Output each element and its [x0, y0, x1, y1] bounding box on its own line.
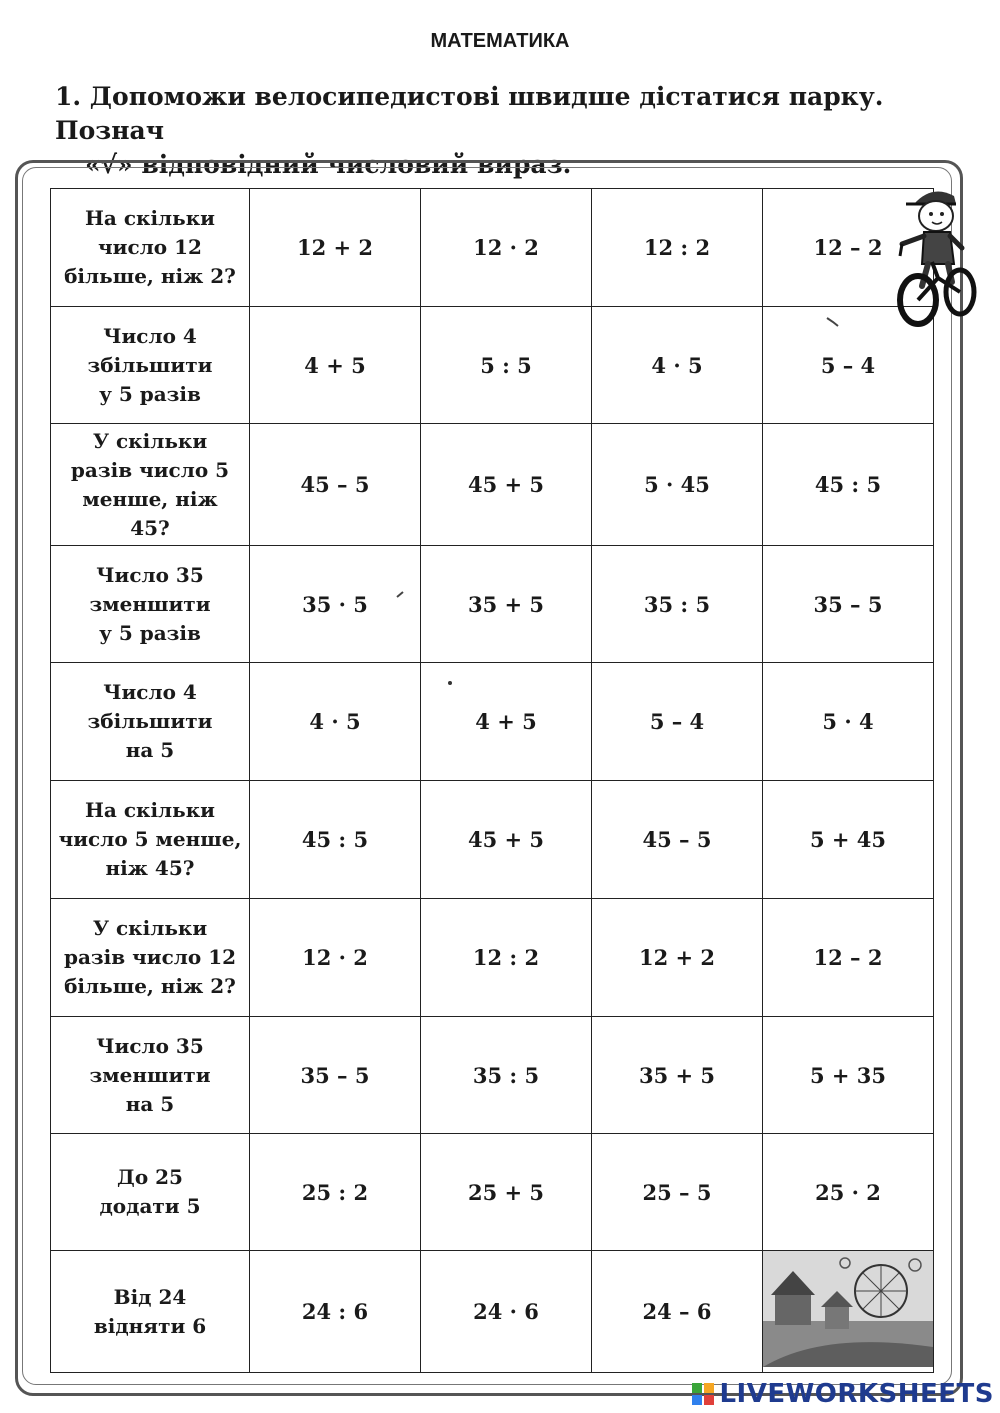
question-line: додати 5: [99, 1194, 201, 1218]
question-line: Число 35: [96, 562, 204, 587]
expression-option-cell[interactable]: 24 – 6: [592, 1251, 763, 1373]
expression-option-cell[interactable]: 5 · 45: [592, 424, 763, 546]
expression-option-cell[interactable]: 45 + 5: [421, 424, 592, 546]
expression-option-cell[interactable]: 35 – 5: [250, 1017, 421, 1134]
park-image-cell: [763, 1251, 934, 1373]
amusement-park-icon: [763, 1251, 933, 1367]
expression-option-cell[interactable]: 4 + 5: [250, 307, 421, 424]
footer-brand: [691, 1379, 994, 1409]
question-cell: [51, 189, 250, 307]
table-row: [51, 424, 934, 546]
question-line: разів число 12: [63, 945, 237, 969]
question-cell: [51, 424, 250, 546]
expression-option-cell[interactable]: 4 + 5: [421, 663, 592, 781]
question-line: До 25: [117, 1165, 183, 1189]
question-line: на 5: [125, 738, 175, 762]
expression-option-cell[interactable]: 12 + 2: [250, 189, 421, 307]
question-cell: [51, 1251, 250, 1373]
question-line: На скільки: [85, 206, 215, 230]
expression-option-cell[interactable]: 45 : 5: [250, 781, 421, 899]
question-line: Від 24: [113, 1284, 187, 1309]
question-line: зменшити: [89, 1062, 211, 1087]
expression-option-cell[interactable]: 5 : 5: [421, 307, 592, 424]
question-line: відняти 6: [93, 1313, 207, 1338]
expression-option-cell[interactable]: 45 + 5: [421, 781, 592, 899]
table-row: [51, 899, 934, 1017]
expression-option-cell[interactable]: 5 – 4: [763, 307, 934, 424]
expression-option-cell[interactable]: 12 : 2: [592, 189, 763, 307]
liveworksheets-logo-icon: [691, 1382, 715, 1406]
question-cell: [51, 781, 250, 899]
expression-option-cell[interactable]: 5 + 45: [763, 781, 934, 899]
question-line: у 5 разів: [99, 620, 201, 645]
question-line: більше, ніж 2?: [64, 264, 236, 288]
expression-option-cell[interactable]: 35 + 5: [421, 546, 592, 663]
question-line: На скільки: [85, 798, 215, 822]
table-row: [51, 663, 934, 781]
expression-option-cell[interactable]: 24 · 6: [421, 1251, 592, 1373]
expression-option-cell[interactable]: 4 · 5: [250, 663, 421, 781]
expression-option-cell[interactable]: 12 + 2: [592, 899, 763, 1017]
expression-option-cell[interactable]: 45 : 5: [763, 424, 934, 546]
table-row: [51, 189, 934, 307]
expression-option-cell[interactable]: 45 – 5: [592, 781, 763, 899]
question-line: разів число 5: [70, 457, 230, 482]
question-line: Число 4: [103, 323, 197, 348]
question-cell: [51, 307, 250, 424]
cyclist-icon: [892, 182, 982, 332]
question-line: У скільки: [92, 428, 208, 453]
question-line: ніж 45?: [105, 856, 195, 880]
expression-option-cell[interactable]: 35 · 5: [250, 546, 421, 663]
question-line: збільшити: [87, 352, 213, 377]
page-title: МАТЕМАТИКА: [430, 30, 570, 52]
table-row: [51, 1251, 934, 1373]
question-cell: [51, 1017, 250, 1134]
expression-option-cell[interactable]: 12 · 2: [250, 899, 421, 1017]
question-line: менше, ніж: [82, 486, 218, 511]
expression-option-cell[interactable]: 4 · 5: [592, 307, 763, 424]
expression-option-cell[interactable]: 35 + 5: [592, 1017, 763, 1134]
task-line-1: 1. Допоможи велосипедистові швидше дістатися парку. Познач: [55, 82, 884, 145]
question-cell: [51, 663, 250, 781]
speck-mark: [395, 590, 405, 600]
question-line: зменшити: [89, 591, 211, 616]
expression-option-cell[interactable]: 12 – 2: [763, 189, 934, 307]
speck-mark: [826, 316, 840, 328]
table-row: [51, 1017, 934, 1134]
expression-option-cell[interactable]: 24 : 6: [250, 1251, 421, 1373]
expression-option-cell[interactable]: 35 : 5: [592, 546, 763, 663]
question-cell: [51, 1134, 250, 1251]
expression-option-cell[interactable]: 25 + 5: [421, 1134, 592, 1251]
question-line: на 5: [125, 1091, 175, 1116]
expression-option-cell[interactable]: 35 : 5: [421, 1017, 592, 1134]
question-line: число 12: [98, 235, 202, 259]
expression-option-cell[interactable]: 12 – 2: [763, 899, 934, 1017]
expression-option-cell[interactable]: 12 : 2: [421, 899, 592, 1017]
expression-option-cell[interactable]: 5 · 4: [763, 663, 934, 781]
expression-option-cell[interactable]: 45 – 5: [250, 424, 421, 546]
expression-option-cell[interactable]: 12 · 2: [421, 189, 592, 307]
expression-option-cell[interactable]: 5 + 35: [763, 1017, 934, 1134]
question-line: число 5 менше,: [58, 827, 242, 851]
expression-option-cell[interactable]: 25 – 5: [592, 1134, 763, 1251]
question-line: Число 4: [103, 680, 197, 704]
speck-mark: [447, 680, 453, 686]
question-line: більше, ніж 2?: [64, 974, 236, 998]
expression-option-cell[interactable]: 5 – 4: [592, 663, 763, 781]
table-row: [51, 781, 934, 899]
expression-table: [50, 188, 934, 1373]
question-line: у 5 разів: [99, 381, 201, 406]
question-line: У скільки: [92, 916, 208, 940]
question-cell: [51, 546, 250, 663]
table-row: [51, 1134, 934, 1251]
footer-brand-text: LIVEWORKSHEETS: [719, 1379, 994, 1409]
question-line: Число 35: [96, 1033, 204, 1058]
table-row: [51, 307, 934, 424]
table-row: [51, 546, 934, 663]
question-line: 45?: [130, 515, 170, 540]
question-line: збільшити: [87, 709, 213, 733]
expression-option-cell[interactable]: 35 – 5: [763, 546, 934, 663]
question-cell: [51, 899, 250, 1017]
expression-option-cell[interactable]: 25 · 2: [763, 1134, 934, 1251]
task-line-2: «√» відповідний числовий вираз.: [85, 150, 572, 179]
expression-option-cell[interactable]: 25 : 2: [250, 1134, 421, 1251]
